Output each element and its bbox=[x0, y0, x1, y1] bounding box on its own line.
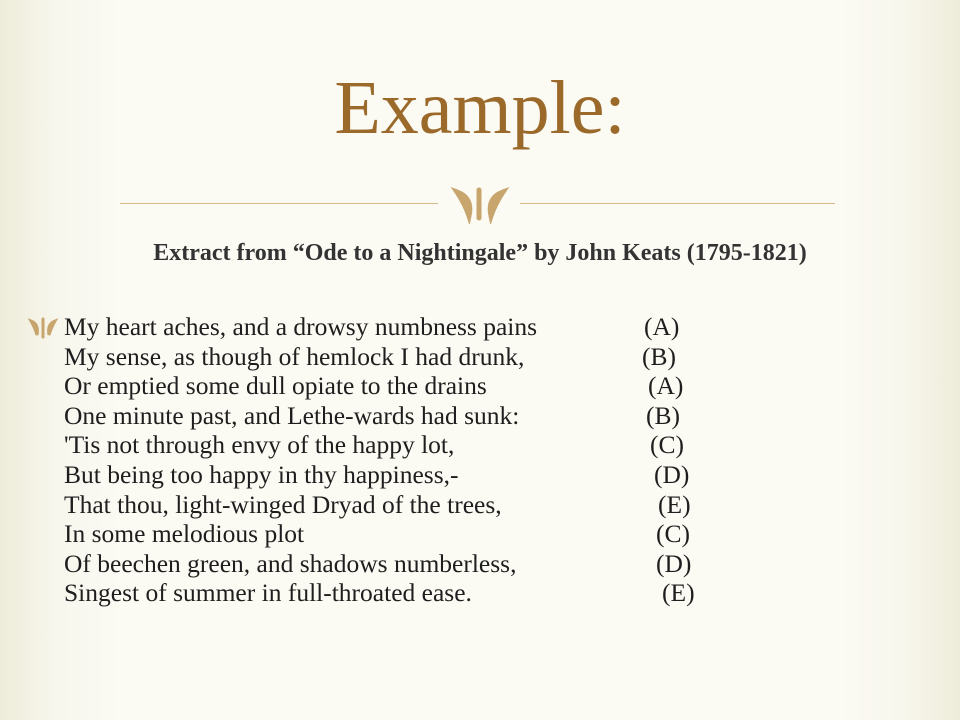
verse-text: My sense, as though of hemlock I had drunk, bbox=[64, 341, 525, 371]
poem-source: Extract from “Ode to a Nightingale” by John Keats (1795-1821) bbox=[153, 240, 807, 266]
divider-right bbox=[520, 203, 835, 204]
poem-line bbox=[64, 578, 904, 608]
rhyme-scheme-label: (E) bbox=[662, 578, 695, 608]
verse-text: My heart aches, and a drowsy numbness pains bbox=[64, 312, 538, 341]
poem-line bbox=[64, 430, 904, 460]
verse-text: That thou, light-winged Dryad of the trees, bbox=[64, 489, 502, 519]
verse-text: But being too happy in thy happiness,- bbox=[64, 459, 459, 489]
divider-left bbox=[120, 203, 438, 204]
verse-text: One minute past, and Lethe-wards had sunk: bbox=[64, 400, 520, 430]
poem-line bbox=[64, 312, 904, 342]
poem-line bbox=[64, 519, 904, 549]
poem-line bbox=[64, 401, 904, 431]
swirl-ornament-icon bbox=[449, 184, 511, 224]
poem-line bbox=[64, 490, 904, 520]
verse-text: Of beechen green, and shadows numberless, bbox=[64, 548, 517, 578]
verse-text: Singest of summer in full-throated ease. bbox=[64, 578, 472, 608]
verse-text: In some melodious plot bbox=[64, 519, 305, 549]
verse-text: 'Tis not through envy of the happy lot, bbox=[64, 430, 455, 460]
rhyme-scheme-label: (C) bbox=[650, 430, 684, 460]
poem-line bbox=[64, 460, 904, 490]
poem-line bbox=[64, 549, 904, 579]
rhyme-scheme-label: (E) bbox=[658, 489, 691, 519]
slide-title: Example: bbox=[334, 66, 626, 150]
rhyme-scheme-label: (D) bbox=[656, 548, 692, 578]
rhyme-scheme-label: (A) bbox=[648, 371, 684, 401]
rhyme-scheme-label: (B) bbox=[646, 400, 680, 430]
swirl-bullet-icon bbox=[28, 316, 58, 340]
rhyme-scheme-label: (B) bbox=[642, 341, 676, 371]
poem-lines bbox=[64, 312, 904, 608]
poem-line bbox=[64, 342, 904, 372]
poem-line bbox=[64, 371, 904, 401]
verse-text: Or emptied some dull opiate to the drains bbox=[64, 371, 487, 401]
rhyme-scheme-label: (D) bbox=[654, 459, 690, 489]
rhyme-scheme-label: (C) bbox=[656, 519, 690, 549]
rhyme-scheme-label: (A) bbox=[644, 312, 680, 341]
